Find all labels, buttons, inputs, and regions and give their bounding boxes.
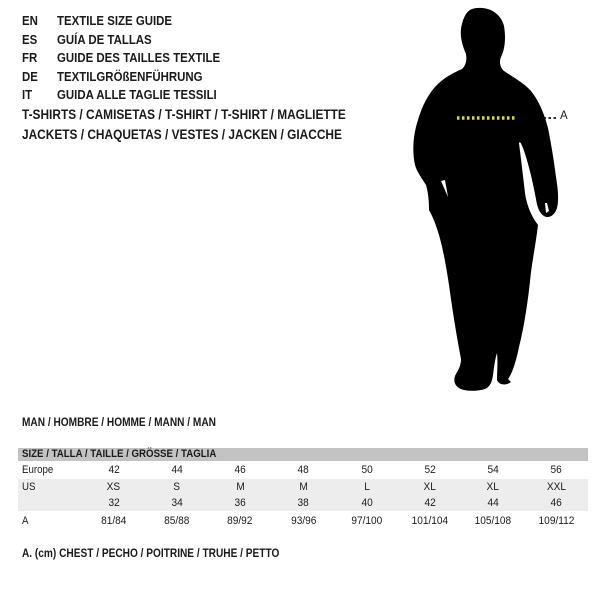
table-cell: 89/92 xyxy=(227,514,253,527)
language-label: GUÍA DE TALLAS xyxy=(57,31,152,47)
table-cell: XL xyxy=(423,481,437,493)
table-row-europe xyxy=(18,461,588,479)
table-cell: 85/88 xyxy=(164,514,190,527)
language-code: IT xyxy=(22,87,33,103)
language-row-it xyxy=(22,86,322,105)
size-table xyxy=(18,448,588,530)
table-cell: 32 xyxy=(107,497,120,509)
size-table-header-text: SIZE / TALLA / TAILLE / GRÖSSE / TAGLIA xyxy=(22,448,217,460)
table-cell: 56 xyxy=(550,464,563,476)
table-cell: 101/104 xyxy=(411,514,449,527)
table-cell: 50 xyxy=(360,464,373,476)
table-cell: L xyxy=(363,481,370,493)
man-silhouette-figure xyxy=(395,5,580,395)
table-cell: 109/112 xyxy=(538,514,575,527)
table-cell: 54 xyxy=(487,464,499,476)
garment-types xyxy=(22,107,402,146)
table-cell: S xyxy=(173,481,181,493)
row-label: US xyxy=(22,481,36,493)
table-cell: XS xyxy=(106,481,121,493)
table-cell: 38 xyxy=(297,497,310,509)
garment-line-jackets xyxy=(22,127,402,147)
language-row-fr xyxy=(22,49,322,68)
language-list xyxy=(22,12,322,105)
table-cell: 97/100 xyxy=(351,514,383,527)
garment-line-text: T-SHIRTS / CAMISETAS / T-SHIRT / T-SHIRT / MAGLIETTE xyxy=(22,107,346,122)
section-title xyxy=(22,417,242,429)
man-silhouette xyxy=(413,8,558,391)
language-row-es xyxy=(22,31,322,50)
garment-line-tshirts xyxy=(22,107,402,127)
language-label: TEXTILGRÖßENFÜHRUNG xyxy=(57,68,203,84)
table-cell: 46 xyxy=(550,497,563,509)
table-cell: 52 xyxy=(424,464,436,476)
table-cell: 93/96 xyxy=(290,514,317,527)
measure-label-a: A xyxy=(560,110,569,122)
table-cell: 48 xyxy=(297,464,310,476)
language-code: FR xyxy=(22,50,38,66)
table-cell: 44 xyxy=(487,497,499,509)
footnote xyxy=(22,548,314,560)
table-cell: 105/108 xyxy=(474,514,512,527)
row-label: A xyxy=(22,514,29,527)
table-cell: M xyxy=(299,481,308,493)
table-row-a-chest xyxy=(18,511,588,530)
table-cell: 46 xyxy=(234,464,246,476)
row-label: Europe xyxy=(22,464,54,476)
table-cell: XXL xyxy=(546,481,566,493)
language-code: ES xyxy=(22,31,38,47)
table-cell: 44 xyxy=(171,464,183,476)
table-cell: XL xyxy=(486,481,500,493)
table-row-us xyxy=(18,479,588,495)
language-code: EN xyxy=(22,13,38,28)
table-cell: 42 xyxy=(107,464,120,476)
table-cell: 40 xyxy=(360,497,373,509)
size-table-header xyxy=(18,448,588,461)
language-code: DE xyxy=(22,68,38,84)
footnote-text: A. (cm) CHEST / PECHO / POITRINE / TRUHE / PETTO xyxy=(22,548,280,560)
garment-line-text: JACKETS / CHAQUETAS / VESTES / JACKEN / GIACCHE xyxy=(22,126,342,142)
table-row-us-numeric xyxy=(18,495,588,511)
language-row-en xyxy=(22,12,322,31)
table-cell: 34 xyxy=(171,497,183,509)
language-label: GUIDA ALLE TAGLIE TESSILI xyxy=(57,87,217,103)
table-cell: 42 xyxy=(424,497,436,509)
language-label: TEXTILE SIZE GUIDE xyxy=(57,13,173,28)
language-label: GUIDE DES TAILLES TEXTILE xyxy=(57,50,221,66)
table-cell: 36 xyxy=(234,497,246,509)
table-cell: M xyxy=(235,481,245,493)
table-cell: 81/84 xyxy=(100,514,127,527)
section-title-text: MAN / HOMBRE / HOMME / MANN / MAN xyxy=(22,417,216,429)
language-row-de xyxy=(22,68,322,87)
